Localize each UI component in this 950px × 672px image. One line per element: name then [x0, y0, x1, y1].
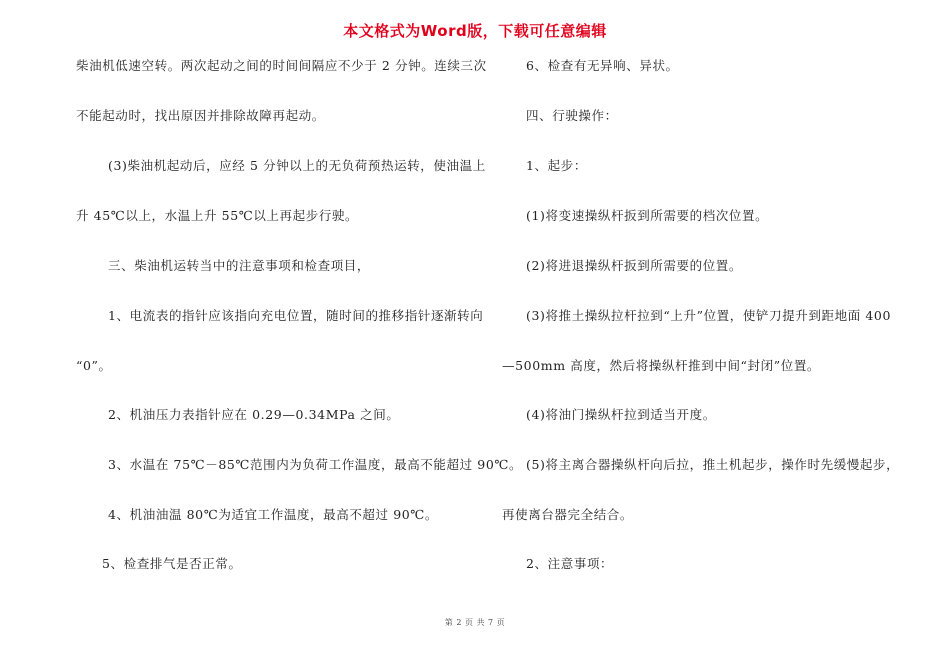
- text-line: (1)将变速操纵杆扳到所需要的档次位置。: [526, 208, 769, 223]
- text-line: 5、检查排气是否正常。: [102, 556, 242, 571]
- text-line: (3)柴油机起动后，应经 5 分钟以上的无负荷预热运转，使油温上: [108, 158, 486, 173]
- text-line: 3、水温在 75℃－85℃范围内为负荷工作温度，最高不能超过 90℃。: [108, 457, 523, 472]
- section-heading: 四、行驶操作：: [526, 108, 618, 123]
- text-line: (4)将油门操纵杆拉到适当开度。: [526, 407, 716, 422]
- text-line: —500mm 高度，然后将操纵杆推到中间“封闭”位置。: [502, 358, 821, 373]
- text-line: 再使离台器完全结合。: [502, 507, 634, 522]
- text-line: 柴油机低速空转。两次起动之间的时间间隔应不少于 2 分钟。连续三次: [76, 58, 487, 73]
- text-line: 1、电流表的指针应该指向充电位置，随时间的推移指针逐渐转向: [108, 308, 484, 323]
- text-line: 2、机油压力表指针应在 0.29—0.34MPa 之间。: [108, 407, 400, 422]
- text-line: 6、检查有无异响、异状。: [526, 58, 679, 73]
- text-line: 4、机油油温 80℃为适宜工作温度，最高不超过 90℃。: [108, 507, 438, 522]
- text-line: (5)将主离合器操纵杆向后拉，推土机起步，操作时先缓慢起步，: [526, 457, 900, 472]
- text-line: (3)将推土操纵拉杆拉到“上升”位置，使铲刀提升到距地面 400: [526, 308, 892, 323]
- text-line: 1、起步：: [526, 158, 587, 173]
- document-banner: 本文格式为Word版，下载可任意编辑: [343, 22, 607, 40]
- text-line: 升 45℃以上，水温上升 55℃以上再起步行驶。: [76, 208, 359, 223]
- text-line: “0”。: [76, 358, 112, 373]
- page-number: 第 2 页 共 7 页: [444, 618, 506, 627]
- text-line: 不能起动时，找出原因并排除故障再起动。: [76, 108, 325, 123]
- section-heading: 三、柴油机运转当中的注意事项和检查项目，: [108, 258, 371, 273]
- text-line: 2、注意事项：: [526, 556, 614, 571]
- text-line: (2)将进退操纵杆扳到所需要的位置。: [526, 258, 743, 273]
